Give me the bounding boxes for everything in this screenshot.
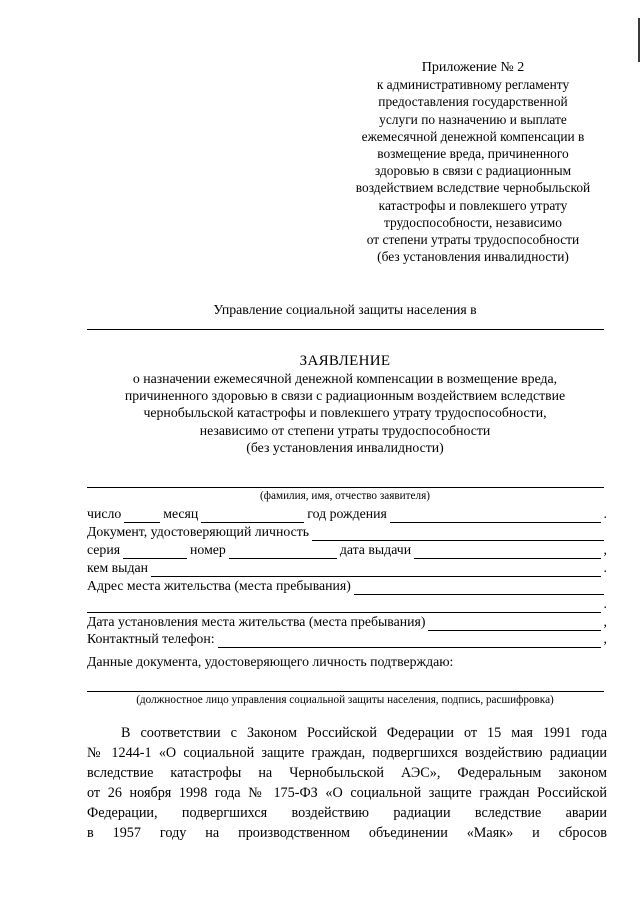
month-label: месяц [163, 506, 199, 521]
addressee-authority: Управление социальной защиты населения в [213, 302, 477, 317]
address-row [87, 577, 607, 595]
month-field[interactable] [201, 509, 304, 523]
statement-heading [87, 352, 603, 456]
number-field[interactable] [229, 545, 337, 559]
appendix-line: возмещение вреда, причиненного [377, 146, 569, 162]
row-end-period: . [603, 596, 607, 611]
statement-subtitle-line: причиненного здоровью в связи с радиационным воздействием вследствие [124, 388, 566, 404]
phone-row [87, 630, 607, 648]
row-end-comma: , [603, 542, 607, 557]
applicant-name-fill-line[interactable] [87, 487, 604, 488]
paragraph-line: В соответствии с Законом Российской Федерации от 15 мая 1991 года [121, 725, 607, 741]
appendix-header [320, 59, 626, 265]
appendix-line: от степени утраты трудоспособности [366, 232, 580, 248]
appendix-line: трудоспособности, независимо [384, 214, 562, 230]
birth-year-field[interactable] [390, 509, 601, 523]
day-field[interactable] [124, 509, 160, 523]
appendix-line: ежемесячной денежной компенсации в [361, 128, 585, 144]
paragraph-line: № 1244-1 «О социальной защите граждан, подвергшихся воздействию радиации [87, 745, 607, 761]
appendix-line: к административному регламенту [376, 77, 570, 93]
statement-subtitle-line: независимо от степени утраты трудоспособности [199, 422, 491, 438]
issued-by-row [87, 559, 607, 577]
paragraph-line: Федерации, подвергшихся воздействию радиации вследствие аварии [87, 805, 607, 821]
appendix-line: (без установления инвалидности) [377, 249, 569, 265]
address-continuation-row [87, 595, 607, 613]
phone-field[interactable] [218, 634, 601, 648]
paragraph-line: в 1957 году на производственном объединении «Маяк» и сбросов [87, 825, 607, 841]
appendix-line: Приложение № 2 [421, 60, 525, 75]
id-document-row [87, 523, 607, 541]
issue-date-field[interactable] [414, 545, 600, 559]
appendix-line: услуги по назначению и выплате [379, 111, 567, 127]
official-signature-fill-line[interactable] [87, 691, 604, 692]
legal-basis-paragraph [87, 723, 607, 843]
phone-label: Контактный телефон: [87, 631, 215, 646]
applicant-name-caption: (фамилия, имя, отчество заявителя) [260, 490, 430, 502]
address-label: Адрес места жительства (места пребывания) [87, 578, 351, 593]
residence-date-field[interactable] [428, 617, 600, 631]
appendix-line: катастрофы и повлекшего утрату [378, 197, 568, 213]
statement-subtitle-line: чернобыльской катастрофы и повлекшего утрату трудоспособности, [143, 405, 547, 421]
paragraph-line: вследствие катастрофы на Чернобыльской АЭС», Федеральным законом [87, 765, 607, 781]
series-label: серия [87, 542, 121, 557]
statement-title: ЗАЯВЛЕНИЕ [299, 353, 391, 369]
id-document-field[interactable] [312, 527, 604, 541]
paragraph-line: от 26 ноября 1998 года № 175-ФЗ «О социальной защите граждан Российской [87, 785, 607, 801]
row-end-period: . [603, 506, 607, 521]
addressee-fill-line[interactable] [87, 329, 604, 330]
day-label: число [87, 506, 122, 521]
issued-by-label: кем выдан [87, 560, 148, 575]
appendix-line: предоставления государственной [378, 94, 568, 110]
number-label: номер [190, 542, 226, 557]
row-end-comma: , [603, 614, 607, 629]
issue-date-label: дата выдачи [339, 542, 412, 557]
birth-year-label: год рождения [307, 506, 387, 521]
residence-date-row [87, 613, 607, 631]
document-details-row [87, 541, 607, 559]
row-end-period: . [603, 560, 607, 575]
birth-date-row [87, 505, 607, 523]
issued-by-field[interactable] [151, 563, 601, 577]
statement-subtitle-line: (без установления инвалидности) [246, 439, 444, 455]
residence-date-label: Дата установления места жительства (места пребывания) [87, 614, 426, 629]
row-end-comma: , [603, 631, 607, 646]
address-continuation-field[interactable] [87, 599, 601, 613]
appendix-line: воздействием вследствие чернобыльской [355, 180, 591, 196]
official-signature-caption: (должностное лицо управления социальной защиты населения, подпись, расшифровка) [136, 694, 554, 706]
statement-subtitle-line: о назначении ежемесячной денежной компенсации в возмещение вреда, [132, 371, 558, 386]
series-field[interactable] [123, 545, 187, 559]
id-document-label: Документ, удостоверяющий личность [87, 524, 310, 539]
address-field[interactable] [354, 581, 604, 595]
confirm-text: Данные документа, удостоверяющего личность подтверждаю: [87, 654, 454, 669]
appendix-line: здоровью в связи с радиационным [374, 163, 572, 179]
